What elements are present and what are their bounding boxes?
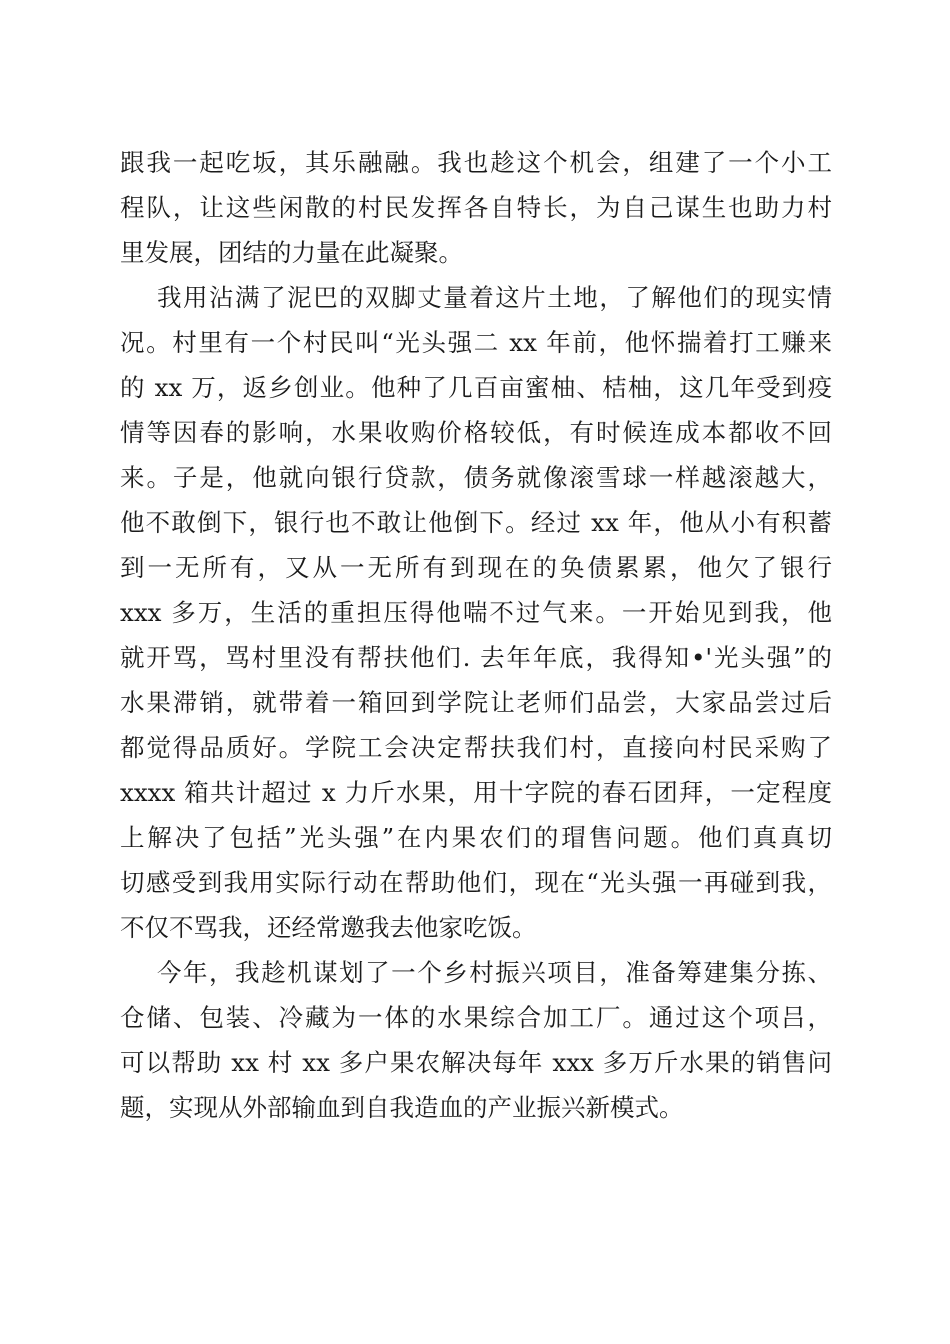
- text-line: 里发展，团结的力量在此凝聚。: [120, 238, 463, 267]
- text-line: 可以帮助 xx 村 xx 多户果农解决每年 xxx 多万斤水果的销售问: [120, 1048, 832, 1077]
- text-line: 程队，让这些闲散的村民发挥各自特长，为自己谋生也助力村: [120, 193, 832, 222]
- paragraph-1: [120, 140, 832, 275]
- text-line: 题，实现从外部输血到自我造血的产业振兴新模式。: [120, 1093, 684, 1122]
- text-line: 情等因春的影响，水果收购价格较低，有时候连成本都收不回: [120, 418, 832, 447]
- text-line: 的 xx 万，返乡创业。他种了几百亩蜜柚、桔柚，这几年受到疫: [120, 373, 832, 402]
- text-line: 他不敢倒下，银行也不敢让他倒下。经过 xx 年，他从小有积蓄: [120, 508, 832, 537]
- text-line: 到一无所有，又从一无所有到现在的奂债累累，他欠了银行: [120, 553, 832, 582]
- text-line: xxx 多万，生活的重担压得他喘不过气来。一开始见到我，他: [120, 598, 832, 627]
- text-line: 我用沾满了泥巴的双脚丈量着这片土地，了解他们的现实情: [157, 283, 832, 312]
- text-line: 上解决了包括”光头强”在内果农们的瑁售问题。他们真真切: [120, 823, 832, 852]
- text-line: 都觉得品质好。学院工会决定帮扶我们村，直接向村民采购了: [120, 733, 832, 762]
- paragraph-3: [120, 950, 832, 1130]
- text-line: 来。子是，他就向银行贷款，债务就像滚雪球一样越滚越大，: [120, 463, 832, 492]
- text-line: xxxx 箱共计超过 x 力斤水果，用十字院的春石团拜，一定程度: [120, 778, 832, 807]
- text-line: 就开骂，骂村里没有帮扶他们. 去年年底，我得知•'光头强”的: [120, 643, 832, 672]
- text-line: 跟我一起吃坂，其乐融融。我也趁这个机会，组建了一个小工: [120, 148, 832, 177]
- text-line: 况。村里有一个村民叫“光头强二 xx 年前，他怀揣着打工赚来: [120, 328, 832, 357]
- text-line: 水果滞销，就带着一箱回到学院让老师们品尝，大家品尝过后: [120, 688, 832, 717]
- text-line: 今年，我趁机谋划了一个乡村振兴项目，准备筹建集分拣、: [157, 958, 832, 987]
- text-line: 不仅不骂我，还经常邀我去他家吃饭。: [120, 913, 537, 942]
- paragraph-2: [120, 275, 832, 950]
- text-line: 仓储、包装、冷藏为一体的水果综合加工厂。通过这个项吕，: [120, 1003, 832, 1032]
- text-line: 切感受到我用实际行动在帮助他们，现在“光头强一再碰到我，: [120, 868, 832, 897]
